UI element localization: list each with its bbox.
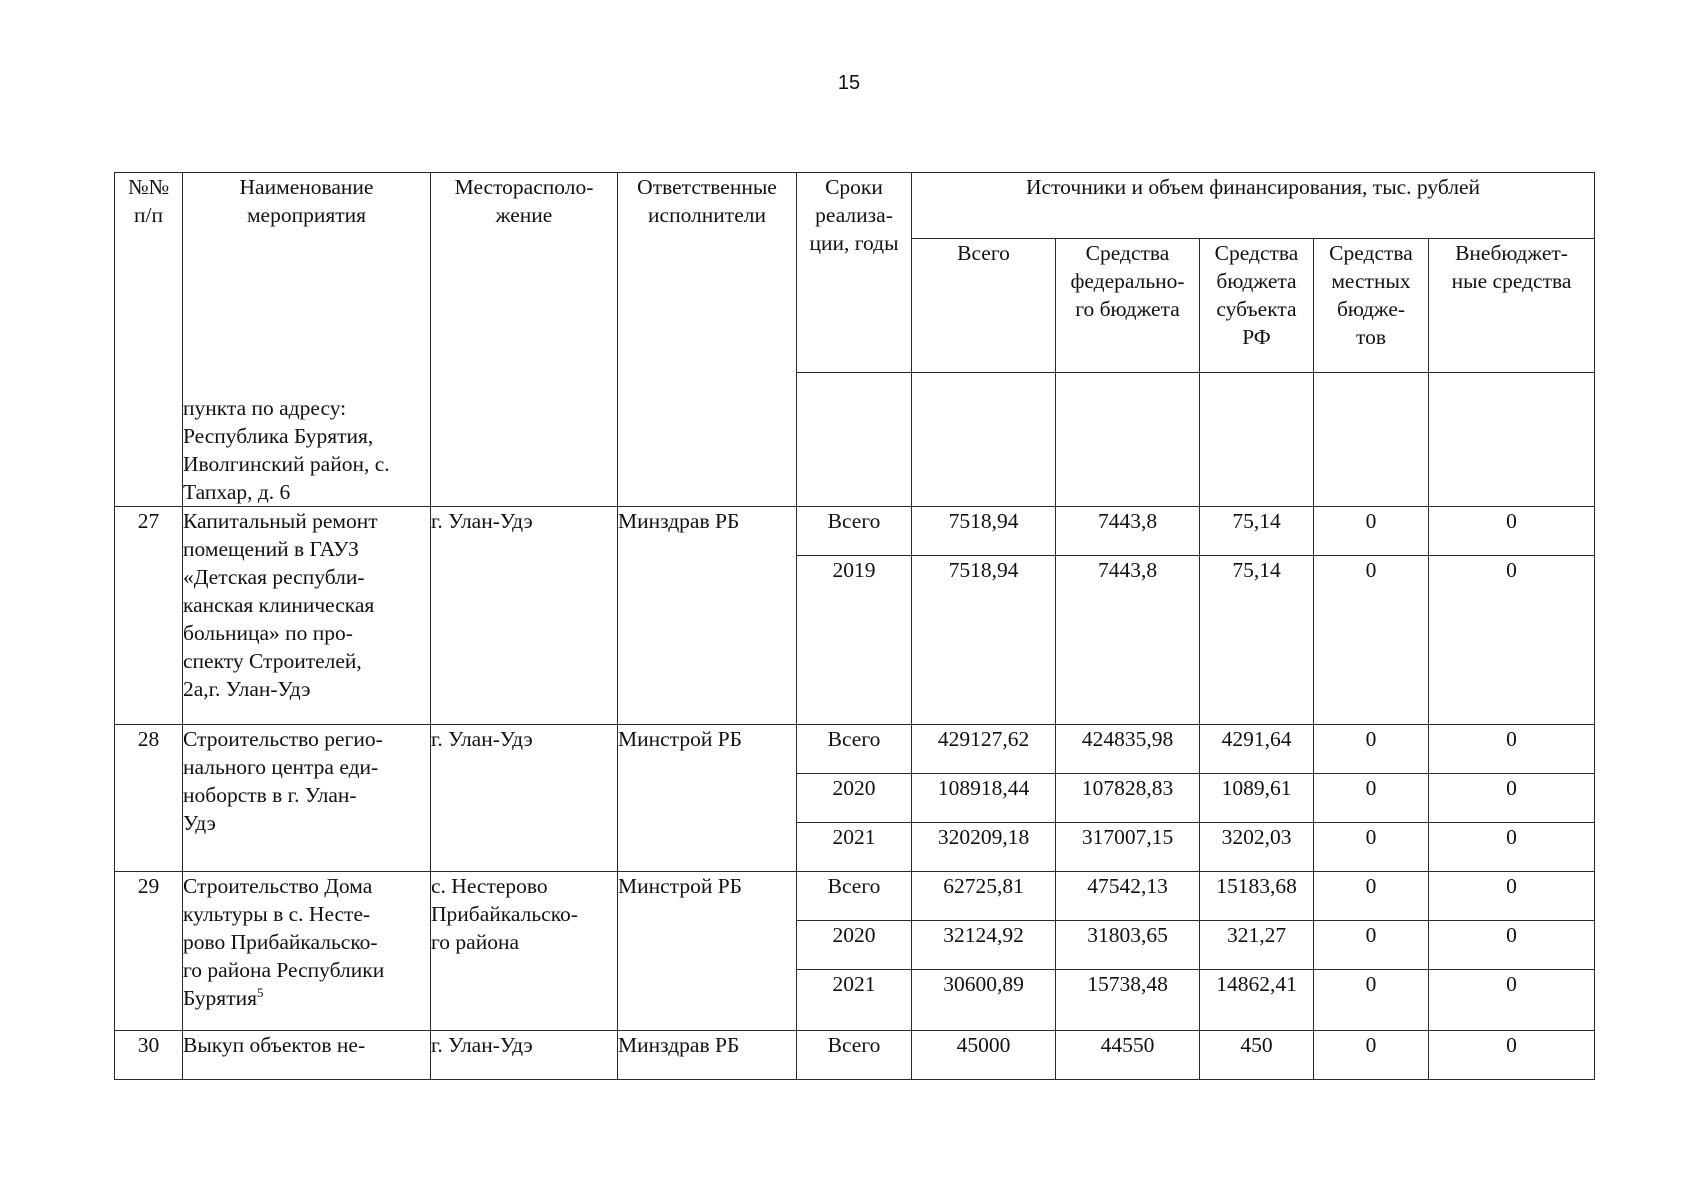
header-offbudget: Внебюджет- ные средства bbox=[1429, 239, 1595, 373]
item-num: 28 bbox=[115, 725, 183, 872]
cell-term: Всего bbox=[797, 1031, 912, 1080]
header-local: Средства местных бюдже- тов bbox=[1314, 239, 1429, 373]
cell-federal: 44550 bbox=[1056, 1031, 1200, 1080]
cell-federal: 424835,98 bbox=[1056, 725, 1200, 774]
continuation-terms bbox=[797, 373, 912, 507]
cell-term: 2020 bbox=[797, 921, 912, 970]
cell-total: 32124,92 bbox=[912, 921, 1056, 970]
item-responsible: Минздрав РБ bbox=[618, 507, 797, 725]
table-row bbox=[115, 872, 1595, 921]
header-num: №№ п/п bbox=[115, 173, 183, 507]
cell-total: 108918,44 bbox=[912, 774, 1056, 823]
header-name: Наименование мероприятия bbox=[183, 173, 431, 373]
footnote-marker: 5 bbox=[257, 984, 264, 1000]
item-num: 27 bbox=[115, 507, 183, 725]
continuation-local bbox=[1314, 373, 1429, 507]
page-number: 15 bbox=[837, 72, 861, 94]
cell-total: 320209,18 bbox=[912, 823, 1056, 872]
financing-table bbox=[114, 172, 1595, 1080]
cell-offbudget: 0 bbox=[1429, 921, 1595, 970]
cell-offbudget: 0 bbox=[1429, 823, 1595, 872]
cell-local: 0 bbox=[1314, 725, 1429, 774]
item-name: Строительство регио- нального центра еди- ноборств в г. Улан- Удэ bbox=[183, 725, 431, 872]
header-location: Месторасполо- жение bbox=[431, 173, 618, 507]
cell-subject: 4291,64 bbox=[1200, 725, 1314, 774]
cell-federal: 47542,13 bbox=[1056, 872, 1200, 921]
cell-federal: 15738,48 bbox=[1056, 970, 1200, 1031]
cell-total: 7518,94 bbox=[912, 507, 1056, 556]
item-name: Капитальный ремонт помещений в ГАУЗ «Детская республи- канская клиническая больница» по про- спекту Строителей, 2а,г. Улан-Удэ bbox=[183, 507, 431, 725]
cell-local: 0 bbox=[1314, 774, 1429, 823]
continuation-federal bbox=[1056, 373, 1200, 507]
continuation-row bbox=[115, 373, 1595, 507]
item-num: 30 bbox=[115, 1031, 183, 1080]
item-responsible: Минстрой РБ bbox=[618, 725, 797, 872]
header-subject: Средства бюджета субъекта РФ bbox=[1200, 239, 1314, 373]
continuation-subject bbox=[1200, 373, 1314, 507]
cell-offbudget: 0 bbox=[1429, 1031, 1595, 1080]
cell-subject: 450 bbox=[1200, 1031, 1314, 1080]
cell-term: Всего bbox=[797, 872, 912, 921]
cell-offbudget: 0 bbox=[1429, 774, 1595, 823]
cell-local: 0 bbox=[1314, 921, 1429, 970]
cell-federal: 7443,8 bbox=[1056, 507, 1200, 556]
cell-offbudget: 0 bbox=[1429, 872, 1595, 921]
cell-subject: 1089,61 bbox=[1200, 774, 1314, 823]
continuation-total bbox=[912, 373, 1056, 507]
item-location: г. Улан-Удэ bbox=[431, 1031, 618, 1080]
continuation-offbudget bbox=[1429, 373, 1595, 507]
item-location: с. Нестерово Прибайкальско- го района bbox=[431, 872, 618, 1031]
cell-subject: 14862,41 bbox=[1200, 970, 1314, 1031]
header-terms: Сроки реализа- ции, годы bbox=[797, 173, 912, 373]
cell-federal: 107828,83 bbox=[1056, 774, 1200, 823]
item-name: Выкуп объектов не- bbox=[183, 1031, 431, 1080]
cell-term: 2020 bbox=[797, 774, 912, 823]
cell-term: 2021 bbox=[797, 970, 912, 1031]
cell-subject: 321,27 bbox=[1200, 921, 1314, 970]
cell-total: 30600,89 bbox=[912, 970, 1056, 1031]
cell-federal: 31803,65 bbox=[1056, 921, 1200, 970]
header-total: Всего bbox=[912, 239, 1056, 373]
header-row-1 bbox=[115, 173, 1595, 239]
item-location: г. Улан-Удэ bbox=[431, 725, 618, 872]
cell-subject: 75,14 bbox=[1200, 556, 1314, 725]
cell-total: 429127,62 bbox=[912, 725, 1056, 774]
item-num: 29 bbox=[115, 872, 183, 1031]
cell-local: 0 bbox=[1314, 1031, 1429, 1080]
cell-total: 7518,94 bbox=[912, 556, 1056, 725]
cell-offbudget: 0 bbox=[1429, 725, 1595, 774]
cell-total: 45000 bbox=[912, 1031, 1056, 1080]
cell-subject: 75,14 bbox=[1200, 507, 1314, 556]
table-row bbox=[115, 1031, 1595, 1080]
item-name: Строительство Дома культуры в с. Несте- рово Прибайкальско- го района Республики Бурятия$^5$ bbox=[183, 872, 431, 1031]
cell-offbudget: 0 bbox=[1429, 556, 1595, 725]
header-sources: Источники и объем финансирования, тыс. рублей bbox=[912, 173, 1595, 239]
cell-local: 0 bbox=[1314, 556, 1429, 725]
cell-local: 0 bbox=[1314, 970, 1429, 1031]
cell-term: Всего bbox=[797, 725, 912, 774]
continuation-name: пункта по адресу: Республика Бурятия, Иволгинский район, с. Тапхар, д. 6 bbox=[183, 373, 431, 507]
table-row bbox=[115, 725, 1595, 774]
item-responsible: Минстрой РБ bbox=[618, 872, 797, 1031]
header-responsible: Ответственные исполнители bbox=[618, 173, 797, 507]
cell-federal: 7443,8 bbox=[1056, 556, 1200, 725]
cell-offbudget: 0 bbox=[1429, 970, 1595, 1031]
cell-term: 2021 bbox=[797, 823, 912, 872]
header-federal: Средства федерально- го бюджета bbox=[1056, 239, 1200, 373]
cell-offbudget: 0 bbox=[1429, 507, 1595, 556]
cell-subject: 3202,03 bbox=[1200, 823, 1314, 872]
cell-local: 0 bbox=[1314, 872, 1429, 921]
item-location: г. Улан-Удэ bbox=[431, 507, 618, 725]
table-row bbox=[115, 507, 1595, 556]
cell-federal: 317007,15 bbox=[1056, 823, 1200, 872]
cell-local: 0 bbox=[1314, 507, 1429, 556]
cell-term: Всего bbox=[797, 507, 912, 556]
cell-total: 62725,81 bbox=[912, 872, 1056, 921]
item-responsible: Минздрав РБ bbox=[618, 1031, 797, 1080]
cell-term: 2019 bbox=[797, 556, 912, 725]
cell-local: 0 bbox=[1314, 823, 1429, 872]
cell-subject: 15183,68 bbox=[1200, 872, 1314, 921]
